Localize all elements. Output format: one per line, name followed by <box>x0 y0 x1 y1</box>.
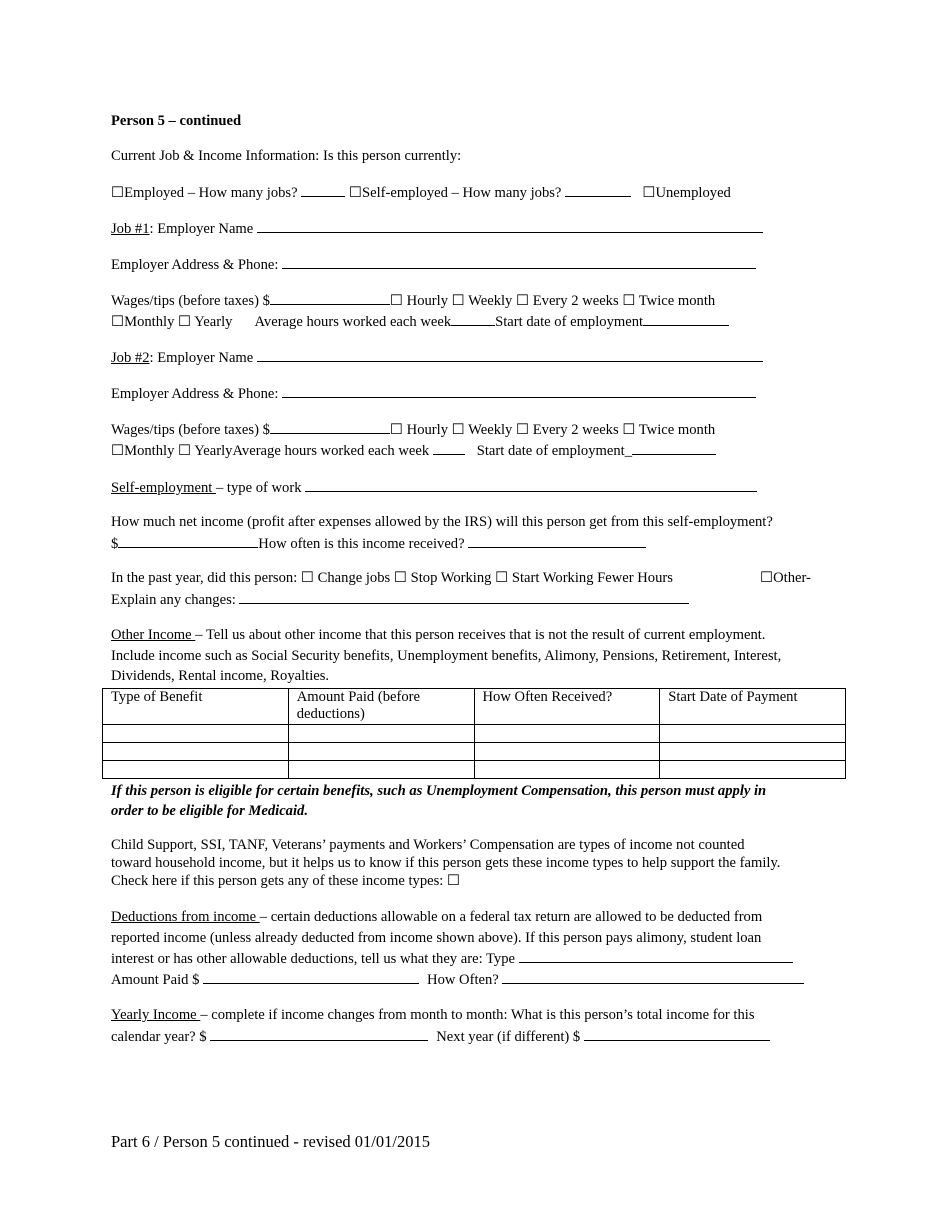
job2-yearly-checkbox[interactable]: ☐ <box>178 443 192 459</box>
deductions-amount-line <box>111 969 804 990</box>
employed-jobs-count-field[interactable] <box>301 182 345 197</box>
table-cell[interactable] <box>288 725 474 743</box>
job1-address-field[interactable] <box>282 254 756 269</box>
self-employment-line <box>111 477 757 498</box>
job1-address-line <box>111 254 756 275</box>
job2-employer-name-label: : Employer Name <box>149 350 257 366</box>
other-change-checkbox[interactable]: ☐ <box>760 570 774 586</box>
deductions-text1: – certain deductions allowable on a federal tax return are allowed to be deducted from <box>259 909 763 925</box>
job1-hourly-label: Hourly <box>403 293 452 309</box>
yearly-income-line2 <box>111 1026 770 1047</box>
change-jobs-checkbox[interactable]: ☐ <box>300 570 314 586</box>
job1-avg-hours-label: Average hours worked each week <box>254 314 452 330</box>
table-row <box>103 761 846 779</box>
table-row <box>103 725 846 743</box>
job2-frequency-line <box>111 440 716 461</box>
table-cell[interactable] <box>474 761 660 779</box>
job2-twice-label: Twice month <box>635 422 716 438</box>
self-employment-type-field[interactable] <box>305 477 757 492</box>
explain-changes-line <box>111 589 689 610</box>
eligibility-note-line1: If this person is eligible for certain benefits, such as Unemployment Compensation, this person must apply in <box>111 783 767 799</box>
job2-wages-line <box>111 419 715 440</box>
job1-monthly-label: Monthly <box>124 314 179 330</box>
net-income-dollar: $ <box>111 536 119 552</box>
job1-monthly-checkbox[interactable]: ☐ <box>111 314 125 330</box>
stop-working-checkbox[interactable]: ☐ <box>393 570 407 586</box>
self-employed-checkbox[interactable]: ☐ <box>348 185 362 201</box>
job2-start-date-field[interactable] <box>632 440 716 455</box>
job2-avg-hours-field[interactable] <box>433 440 465 455</box>
deductions-amount-label: Amount Paid $ <box>111 972 204 988</box>
job2-hourly-checkbox[interactable]: ☐ <box>389 422 403 438</box>
job2-weekly-checkbox[interactable]: ☐ <box>451 422 465 438</box>
how-often-label: How often is this income received? <box>258 536 469 552</box>
job2-address-label: Employer Address & Phone: <box>111 386 283 402</box>
job1-avg-hours-field[interactable] <box>451 311 495 326</box>
page-footer: Part 6 / Person 5 continued - revised 01/01/2015 <box>111 1132 430 1151</box>
table-cell[interactable] <box>474 725 660 743</box>
deductions-label: Deductions from income <box>111 909 260 925</box>
past-year-question: In the past year, did this person: <box>111 570 301 586</box>
job1-twice-checkbox[interactable]: ☐ <box>622 293 636 309</box>
job2-wages-label: Wages/tips (before taxes) $ <box>111 422 270 438</box>
next-year-income-field[interactable] <box>584 1026 770 1041</box>
job1-start-date-label: Start date of employment <box>495 314 644 330</box>
current-job-intro: Current Job & Income Information: Is this person currently: <box>111 148 462 164</box>
job1-yearly-checkbox[interactable]: ☐ <box>178 314 192 330</box>
eligibility-note-line2: order to be eligible for Medicaid. <box>111 803 308 819</box>
job1-every2-checkbox[interactable]: ☐ <box>516 293 530 309</box>
deductions-type-field[interactable] <box>519 948 793 963</box>
next-year-label: Next year (if different) $ <box>436 1029 584 1045</box>
other-income-table <box>102 688 846 779</box>
table-cell[interactable] <box>103 761 289 779</box>
yearly-income-line1 <box>111 1005 755 1025</box>
child-support-line3 <box>111 872 460 890</box>
fewer-hours-label: Start Working Fewer Hours <box>508 570 673 586</box>
table-cell[interactable] <box>660 761 846 779</box>
table-cell[interactable] <box>288 761 474 779</box>
yearly-income-text1: – complete if income changes from month to month: What is this person’s total income for this <box>200 1007 755 1023</box>
table-cell[interactable] <box>660 725 846 743</box>
job2-hourly-label: Hourly <box>403 422 452 438</box>
deductions-line3 <box>111 948 793 969</box>
deductions-type-label: interest or has other allowable deductions, tell us what they are: Type <box>111 951 519 967</box>
table-cell[interactable] <box>288 743 474 761</box>
unemployed-label: Unemployed <box>655 185 731 201</box>
job2-start-date-label: Start date of employment_ <box>476 443 632 459</box>
job1-frequency-line <box>111 311 729 332</box>
job1-yearly-label: Yearly <box>191 314 233 330</box>
calendar-year-income-field[interactable] <box>210 1026 428 1041</box>
job2-wages-field[interactable] <box>270 419 390 434</box>
job2-label: Job #2 <box>111 350 150 366</box>
job2-yearly-avg-hours-label: YearlyAverage hours worked each week <box>191 443 433 459</box>
section-heading: Person 5 – continued <box>111 113 242 129</box>
child-support-check-label: Check here if this person gets any of these income types: <box>111 873 447 889</box>
other-income-line2: Include income such as Social Security benefits, Unemployment benefits, Alimony, Pensions, Retirement, Interest, <box>111 648 782 664</box>
explain-changes-field[interactable] <box>239 589 689 604</box>
header-amount-paid: Amount Paid (before deductions) <box>288 689 474 725</box>
table-cell[interactable] <box>103 725 289 743</box>
job1-employer-name-field[interactable] <box>257 218 763 233</box>
job2-address-field[interactable] <box>282 383 756 398</box>
job2-monthly-label: Monthly <box>124 443 179 459</box>
job2-address-line <box>111 383 756 404</box>
other-income-text1: – Tell us about other income that this person receives that is not the result of current employment. <box>195 627 766 643</box>
table-cell[interactable] <box>660 743 846 761</box>
fewer-hours-checkbox[interactable]: ☐ <box>495 570 509 586</box>
explain-changes-label: Explain any changes: <box>111 592 240 608</box>
self-employment-label: Self-employment <box>111 480 216 496</box>
table-cell[interactable] <box>474 743 660 761</box>
job1-employer-line <box>111 218 763 239</box>
job2-every2-checkbox[interactable]: ☐ <box>516 422 530 438</box>
unemployed-checkbox[interactable]: ☐ <box>642 185 656 201</box>
job2-twice-checkbox[interactable]: ☐ <box>622 422 636 438</box>
self-employment-type-label: – type of work <box>215 480 306 496</box>
job1-employer-name-label: : Employer Name <box>149 221 257 237</box>
job1-wages-label: Wages/tips (before taxes) $ <box>111 293 270 309</box>
deductions-line1 <box>111 907 762 927</box>
deductions-amount-field[interactable] <box>203 969 419 984</box>
employed-label: Employed – How many jobs? <box>124 185 302 201</box>
header-start-date: Start Date of Payment <box>660 689 846 725</box>
child-support-checkbox[interactable]: ☐ <box>446 873 461 889</box>
table-header-row <box>103 689 846 725</box>
job2-every2-label: Every 2 weeks <box>529 422 623 438</box>
job2-employer-line <box>111 347 763 368</box>
header-type-of-benefit: Type of Benefit <box>103 689 289 725</box>
other-income-label: Other Income <box>111 627 196 643</box>
past-year-line <box>111 568 673 588</box>
yearly-income-label: Yearly Income <box>111 1007 201 1023</box>
stop-working-label: Stop Working <box>406 570 496 586</box>
job1-weekly-checkbox[interactable]: ☐ <box>451 293 465 309</box>
other-income-line3: Dividends, Rental income, Royalties. <box>111 668 330 684</box>
job1-address-label: Employer Address & Phone: <box>111 257 283 273</box>
child-support-line1: Child Support, SSI, TANF, Veterans’ payments and Workers’ Compensation are types of income not counted <box>111 837 745 853</box>
child-support-line2: toward household income, but it helps us to know if this person gets these income types to help support the family. <box>111 855 781 871</box>
change-jobs-label: Change jobs <box>314 570 394 586</box>
self-employed-jobs-count-field[interactable] <box>565 182 631 197</box>
header-how-often: How Often Received? <box>474 689 660 725</box>
job1-twice-label: Twice month <box>635 293 716 309</box>
deductions-line2: reported income (unless already deducted from income shown above). If this person pays alimony, student loan <box>111 930 762 946</box>
job1-weekly-label: Weekly <box>464 293 516 309</box>
self-employment-income-line <box>111 533 646 554</box>
other-change-label: Other- <box>773 570 811 586</box>
job1-start-date-field[interactable] <box>643 311 729 326</box>
self-employed-label: Self-employed – How many jobs? <box>361 185 566 201</box>
deductions-how-often-label: How Often? <box>427 972 503 988</box>
job2-weekly-label: Weekly <box>464 422 516 438</box>
job1-wages-field[interactable] <box>270 290 390 305</box>
net-income-field[interactable] <box>118 533 258 548</box>
table-row <box>103 743 846 761</box>
other-change-option <box>760 568 811 588</box>
employed-checkbox[interactable]: ☐ <box>111 185 125 201</box>
how-often-field[interactable] <box>468 533 646 548</box>
table-cell[interactable] <box>103 743 289 761</box>
job1-label: Job #1 <box>111 221 150 237</box>
deductions-how-often-field[interactable] <box>502 969 804 984</box>
employment-status-line <box>111 182 731 203</box>
other-income-line1 <box>111 625 765 645</box>
job1-every2-label: Every 2 weeks <box>529 293 623 309</box>
job1-hourly-checkbox[interactable]: ☐ <box>389 293 403 309</box>
job1-wages-line <box>111 290 715 311</box>
self-employment-question: How much net income (profit after expenses allowed by the IRS) will this person get from this self-employment? <box>111 514 773 530</box>
job2-employer-name-field[interactable] <box>257 347 763 362</box>
job2-monthly-checkbox[interactable]: ☐ <box>111 443 125 459</box>
calendar-year-label: calendar year? $ <box>111 1029 211 1045</box>
